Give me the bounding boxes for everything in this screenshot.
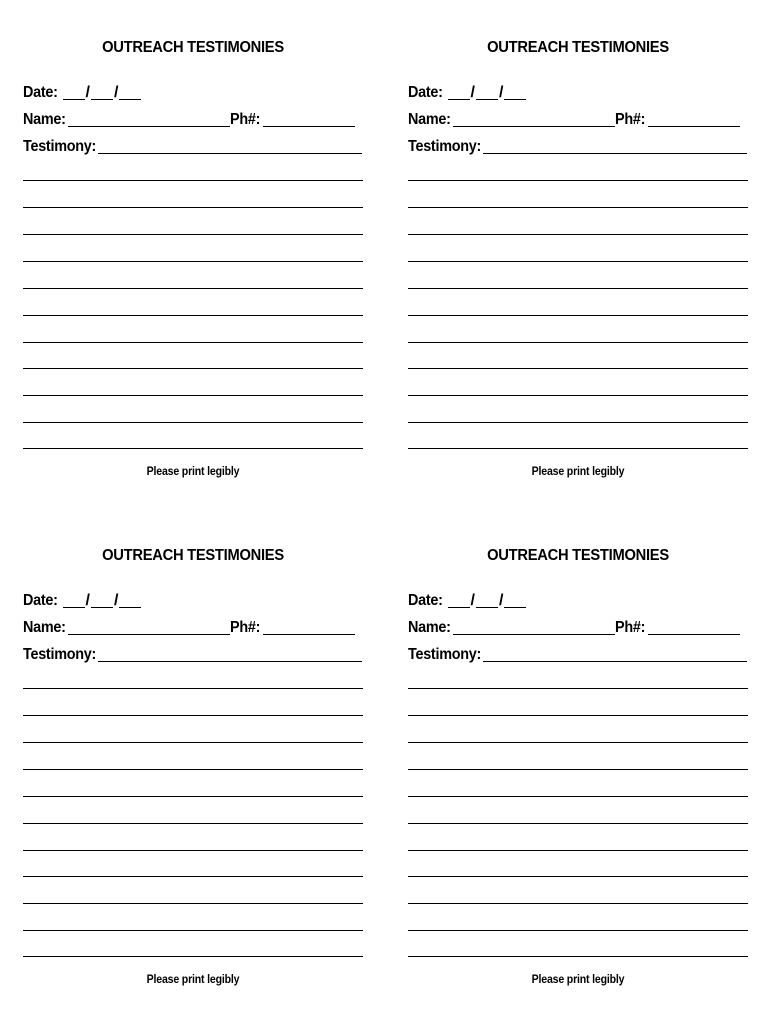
- name-row: [23, 617, 355, 637]
- date-separator: /: [85, 84, 90, 101]
- date-year-field[interactable]: [504, 592, 526, 608]
- testimony-row: [408, 136, 747, 156]
- date-label: Date:: [23, 84, 58, 101]
- writing-line[interactable]: [408, 180, 748, 181]
- name-label: Name:: [23, 619, 66, 636]
- print-legibly-note: Please print legibly: [531, 972, 625, 986]
- testimony-label: Testimony:: [408, 646, 482, 663]
- writing-line[interactable]: [23, 448, 363, 449]
- writing-line[interactable]: [23, 422, 363, 423]
- writing-line[interactable]: [408, 823, 748, 824]
- testimony-card: [23, 546, 363, 1016]
- name-field[interactable]: [453, 111, 615, 127]
- date-year-field[interactable]: [119, 592, 141, 608]
- date-day-field[interactable]: [91, 84, 113, 100]
- testimony-card: [408, 38, 748, 508]
- date-row: [408, 82, 526, 102]
- writing-line[interactable]: [23, 823, 363, 824]
- phone-label: Ph#:: [230, 619, 261, 636]
- phone-field[interactable]: [648, 111, 740, 127]
- writing-line[interactable]: [408, 769, 748, 770]
- date-month-field[interactable]: [448, 592, 470, 608]
- writing-line[interactable]: [408, 876, 748, 877]
- writing-line[interactable]: [23, 769, 363, 770]
- card-title: OUTREACH TESTIMONIES: [102, 39, 284, 56]
- writing-line[interactable]: [408, 688, 748, 689]
- date-separator: /: [470, 84, 475, 101]
- writing-line[interactable]: [408, 903, 748, 904]
- phone-field[interactable]: [648, 619, 740, 635]
- date-row: [23, 82, 141, 102]
- writing-line[interactable]: [23, 796, 363, 797]
- writing-line[interactable]: [408, 342, 748, 343]
- writing-line[interactable]: [23, 234, 363, 235]
- date-separator: /: [113, 84, 119, 101]
- writing-line[interactable]: [23, 342, 363, 343]
- writing-line[interactable]: [23, 876, 363, 877]
- name-field[interactable]: [68, 619, 230, 635]
- date-label: Date:: [408, 84, 443, 101]
- phone-label: Ph#:: [615, 111, 646, 128]
- writing-line[interactable]: [408, 261, 748, 262]
- testimony-row: [408, 644, 747, 664]
- writing-line[interactable]: [23, 715, 363, 716]
- writing-line[interactable]: [408, 956, 748, 957]
- date-separator: /: [498, 84, 504, 101]
- testimony-first-line[interactable]: [483, 646, 747, 662]
- date-separator: /: [498, 592, 504, 609]
- card-title: OUTREACH TESTIMONIES: [487, 547, 669, 564]
- writing-line[interactable]: [23, 207, 363, 208]
- date-label: Date:: [23, 592, 58, 609]
- testimony-first-line[interactable]: [483, 138, 747, 154]
- card-title: OUTREACH TESTIMONIES: [102, 547, 284, 564]
- date-separator: /: [85, 592, 90, 609]
- writing-line[interactable]: [408, 715, 748, 716]
- date-month-field[interactable]: [63, 84, 85, 100]
- name-field[interactable]: [453, 619, 615, 635]
- testimony-label: Testimony:: [23, 138, 97, 155]
- date-row: [408, 590, 526, 610]
- writing-line[interactable]: [408, 742, 748, 743]
- date-month-field[interactable]: [63, 592, 85, 608]
- writing-line[interactable]: [23, 956, 363, 957]
- phone-label: Ph#:: [615, 619, 646, 636]
- print-legibly-note: Please print legibly: [531, 464, 625, 478]
- testimony-card: [23, 38, 363, 508]
- writing-line[interactable]: [23, 261, 363, 262]
- writing-line[interactable]: [23, 930, 363, 931]
- name-label: Name:: [408, 111, 451, 128]
- writing-line[interactable]: [23, 368, 363, 369]
- writing-line[interactable]: [408, 422, 748, 423]
- writing-line[interactable]: [23, 315, 363, 316]
- testimony-row: [23, 136, 362, 156]
- card-title: OUTREACH TESTIMONIES: [487, 39, 669, 56]
- writing-line[interactable]: [408, 796, 748, 797]
- date-row: [23, 590, 141, 610]
- writing-line[interactable]: [23, 850, 363, 851]
- name-label: Name:: [408, 619, 451, 636]
- writing-line[interactable]: [23, 742, 363, 743]
- testimony-card: [408, 546, 748, 1016]
- date-day-field[interactable]: [91, 592, 113, 608]
- phone-field[interactable]: [263, 111, 355, 127]
- testimony-first-line[interactable]: [98, 646, 362, 662]
- writing-line[interactable]: [408, 850, 748, 851]
- date-year-field[interactable]: [119, 84, 141, 100]
- testimony-row: [23, 644, 362, 664]
- writing-line[interactable]: [23, 395, 363, 396]
- writing-line[interactable]: [408, 234, 748, 235]
- date-label: Date:: [408, 592, 443, 609]
- date-day-field[interactable]: [476, 592, 498, 608]
- writing-line[interactable]: [23, 903, 363, 904]
- writing-line[interactable]: [23, 288, 363, 289]
- phone-field[interactable]: [263, 619, 355, 635]
- name-field[interactable]: [68, 111, 230, 127]
- writing-line[interactable]: [408, 448, 748, 449]
- name-row: [23, 109, 355, 129]
- writing-line[interactable]: [408, 315, 748, 316]
- writing-line[interactable]: [408, 930, 748, 931]
- date-separator: /: [470, 592, 475, 609]
- date-year-field[interactable]: [504, 84, 526, 100]
- writing-line[interactable]: [408, 368, 748, 369]
- name-row: [408, 109, 740, 129]
- testimony-first-line[interactable]: [98, 138, 362, 154]
- writing-line[interactable]: [23, 688, 363, 689]
- print-legibly-note: Please print legibly: [146, 464, 240, 478]
- name-label: Name:: [23, 111, 66, 128]
- date-separator: /: [113, 592, 119, 609]
- writing-line[interactable]: [408, 288, 748, 289]
- testimony-label: Testimony:: [23, 646, 97, 663]
- name-row: [408, 617, 740, 637]
- print-legibly-note: Please print legibly: [146, 972, 240, 986]
- writing-line[interactable]: [23, 180, 363, 181]
- writing-line[interactable]: [408, 395, 748, 396]
- writing-line[interactable]: [408, 207, 748, 208]
- date-day-field[interactable]: [476, 84, 498, 100]
- phone-label: Ph#:: [230, 111, 261, 128]
- testimony-label: Testimony:: [408, 138, 482, 155]
- date-month-field[interactable]: [448, 84, 470, 100]
